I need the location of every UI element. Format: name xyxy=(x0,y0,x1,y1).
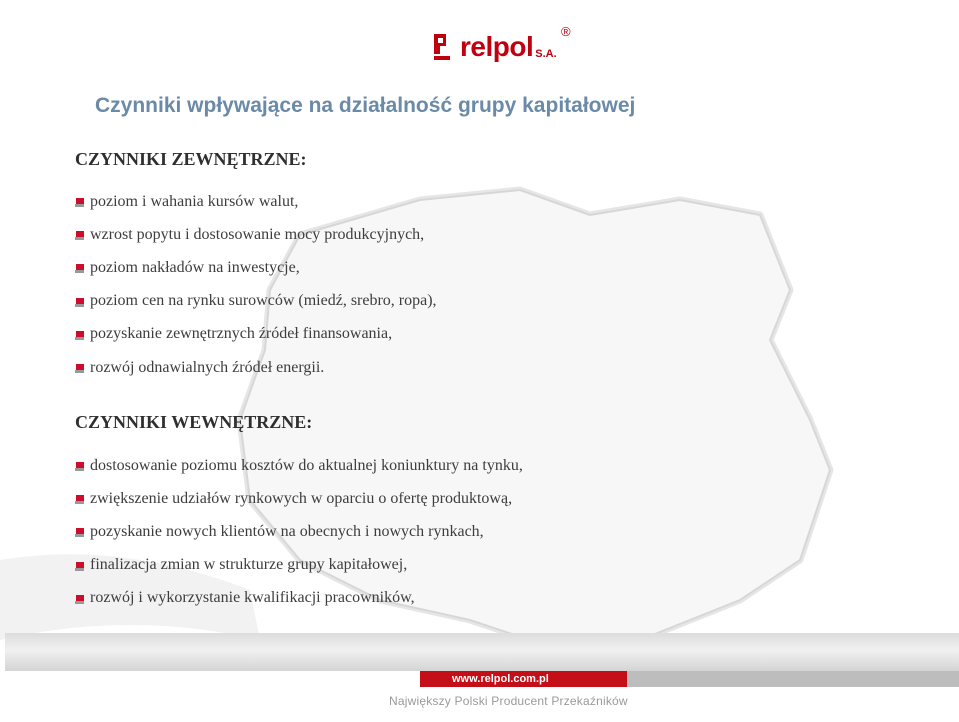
list-item-text: pozyskanie nowych klientów na obecnych i nowych rynkach, xyxy=(90,522,484,540)
list-item xyxy=(75,482,523,515)
list-item xyxy=(75,582,523,615)
list-item xyxy=(75,351,437,384)
page-title: Czynniki wpływające na działalność grupy kapitałowej xyxy=(95,94,636,117)
red-square-bullet-icon xyxy=(75,595,84,604)
red-square-bullet-icon xyxy=(75,264,84,273)
list-item xyxy=(75,318,437,351)
list-item xyxy=(75,185,437,218)
list-item-text: poziom cen na rynku surowców (miedź, srebro, ropa), xyxy=(90,292,437,310)
external-factors-list xyxy=(75,185,437,384)
list-item-text: dostosowanie poziomu kosztów do aktualnej koniunktury na tynku, xyxy=(90,456,523,474)
website-url[interactable]: www.relpol.com.pl xyxy=(420,671,627,687)
list-item xyxy=(75,515,523,548)
list-item-text: poziom i wahania kursów walut, xyxy=(90,192,299,210)
red-square-bullet-icon xyxy=(75,528,84,537)
red-square-bullet-icon xyxy=(75,562,84,571)
footer-band xyxy=(5,633,959,671)
list-item-text: rozwój odnawialnych źródeł energii. xyxy=(90,358,325,376)
list-item-text: zwiększenie udziałów rynkowych w oparciu o ofertę produktową, xyxy=(90,489,513,507)
logo-wordmark: relpol xyxy=(460,31,534,62)
list-item xyxy=(75,251,437,284)
footer-tagline: Największy Polski Producent Przekaźników xyxy=(389,694,628,708)
red-square-bullet-icon xyxy=(75,462,84,471)
list-item-text: pozyskanie zewnętrznych źródeł finansowania, xyxy=(90,325,393,343)
list-item-text: rozwój i wykorzystanie kwalifikacji pracowników, xyxy=(90,589,415,607)
list-item-text: wzrost popytu i dostosowanie mocy produkcyjnych, xyxy=(90,225,425,243)
registered-mark: ® xyxy=(561,24,571,39)
list-item xyxy=(75,218,437,251)
list-item-text: finalizacja zmian w strukturze grupy kapitałowej, xyxy=(90,556,408,574)
red-square-bullet-icon xyxy=(75,495,84,504)
relpol-logo xyxy=(430,24,571,62)
red-square-bullet-icon xyxy=(75,231,84,240)
red-square-bullet-icon xyxy=(75,331,84,340)
relpol-logo-icon xyxy=(430,32,454,62)
red-square-bullet-icon xyxy=(75,298,84,307)
list-item-text: poziom nakładów na inwestycje, xyxy=(90,258,300,276)
internal-factors-heading: CZYNNIKI WEWNĘTRZNE: xyxy=(75,412,313,432)
logo-suffix: S.A. xyxy=(535,48,557,60)
list-item xyxy=(75,449,523,482)
internal-factors-list xyxy=(75,449,523,615)
external-factors-heading: CZYNNIKI ZEWNĘTRZNE: xyxy=(75,149,307,169)
footer-divider xyxy=(627,671,959,687)
red-square-bullet-icon xyxy=(75,364,84,373)
list-item xyxy=(75,549,523,582)
list-item xyxy=(75,285,437,318)
red-square-bullet-icon xyxy=(75,198,84,207)
